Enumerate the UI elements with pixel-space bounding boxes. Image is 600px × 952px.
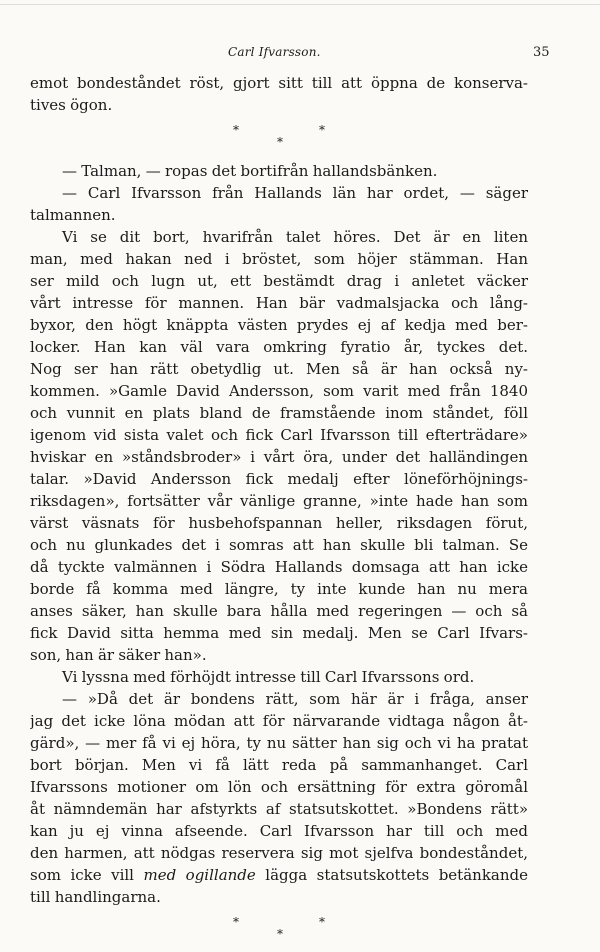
text-line: man, med hakan ned i bröstet, som höjer stämman. Han <box>30 250 528 268</box>
section-asterism <box>30 116 528 160</box>
text-line: kan ju ej vinna afseende. Carl Ifvarsson har till och med <box>30 822 528 840</box>
text-line: anses säker, han skulle bara hålla med regeringen — och så <box>30 602 528 620</box>
text-line: — Talman, — ropas det bortifrån hallandsbänken. <box>62 162 438 180</box>
text-line: igenom vid sista valet och fick Carl Ifvarsson till efterträdare» <box>30 426 528 444</box>
text-line: fick David sitta hemma med sin medalj. Men se Carl Ifvars- <box>30 624 528 642</box>
text-line: kommen. »Gamle David Andersson, som varit med från 1840 <box>30 382 528 400</box>
text-line: till handlingarna. <box>30 888 161 906</box>
text-line: — »Då det är bondens rätt, som här är i fråga, anser <box>62 690 528 708</box>
text-line <box>30 864 528 886</box>
text-line: jag det icke löna mödan att för närvarande vidtaga någon åt- <box>30 712 528 730</box>
italic-emphasis: med ogillande <box>143 866 256 884</box>
text-line: byxor, den högt knäppta västen prydes ej af kedja med ber- <box>30 316 528 334</box>
text-line: talmannen. <box>30 206 116 224</box>
page-number: 35 <box>533 45 550 60</box>
text-line: åt nämndemän har afstyrkts af statsutskottet. »Bondens rätt» <box>30 800 528 818</box>
text-line: emot bondeståndet röst, gjort sitt till att öppna de konserva- <box>30 74 528 92</box>
text-line: bort början. Men vi få lätt reda på sammanhanget. Carl <box>30 756 528 774</box>
text-line: vårt intresse för mannen. Han bär vadmalsjacka och lång- <box>30 294 528 312</box>
text-line: då tyckte valmännen i Södra Hallands domsaga att han icke <box>30 558 528 576</box>
asterisk: * <box>233 123 239 137</box>
text-line: den harmen, att nödgas reservera sig mot sjelfva bondeståndet, <box>30 844 528 862</box>
text-line: Vi lyssna med förhöjdt intresse till Carl Ifvarssons ord. <box>62 668 475 686</box>
asterisk: * <box>319 123 325 137</box>
text-line: riksdagen», fortsätter vår vänlige granne, »inte hade han som <box>30 492 528 510</box>
text-line: värst väsnats för husbehofspannan heller, riksdagen förut, <box>30 514 528 532</box>
asterisk: * <box>319 915 325 929</box>
text-line: ser mild och lugn ut, ett bestämdt drag i anletet väcker <box>30 272 528 290</box>
section-asterism <box>30 908 528 952</box>
text-line: Ifvarssons motioner om lön och ersättning för extra göromål <box>30 778 528 796</box>
body-text <box>30 72 528 952</box>
text-line: och vunnit en plats bland de framstående inom ståndet, föll <box>30 404 528 422</box>
text-line: locker. Han kan väl vara omkring fyratio år, tyckes det. <box>30 338 528 356</box>
text-segment: lägga statsutskottets betänkande <box>255 866 528 884</box>
text-line: — Carl Ifvarsson från Hallands län har ordet, — säger <box>62 184 528 202</box>
text-line: Nog ser han rätt obetydlig ut. Men så är han också ny- <box>30 360 528 378</box>
text-line: son, han är säker han». <box>30 646 207 664</box>
text-line: gärd», — mer få vi ej höra, ty nu sätter han sig och vi ha pratat <box>30 734 528 752</box>
text-line: Vi se dit bort, hvarifrån talet höres. Det är en liten <box>62 228 528 246</box>
text-line: talar. »David Andersson fick medalj efter löneförhöjnings- <box>30 470 528 488</box>
text-segment: som icke vill <box>30 866 144 884</box>
top-rule <box>0 4 600 5</box>
text-line: tives ögon. <box>30 96 113 114</box>
asterisk: * <box>233 915 239 929</box>
running-head: Carl Ifvarsson. <box>228 45 321 59</box>
text-line: och nu glunkades det i somras att han skulle bli talman. Se <box>30 536 528 554</box>
asterisk: * <box>277 135 283 149</box>
text-line: borde få komma med längre, ty inte kunde han nu mera <box>30 580 528 598</box>
asterisk: * <box>277 927 283 941</box>
text-line: hviskar en »ståndsbroder» i vårt öra, under det halländingen <box>30 448 528 466</box>
